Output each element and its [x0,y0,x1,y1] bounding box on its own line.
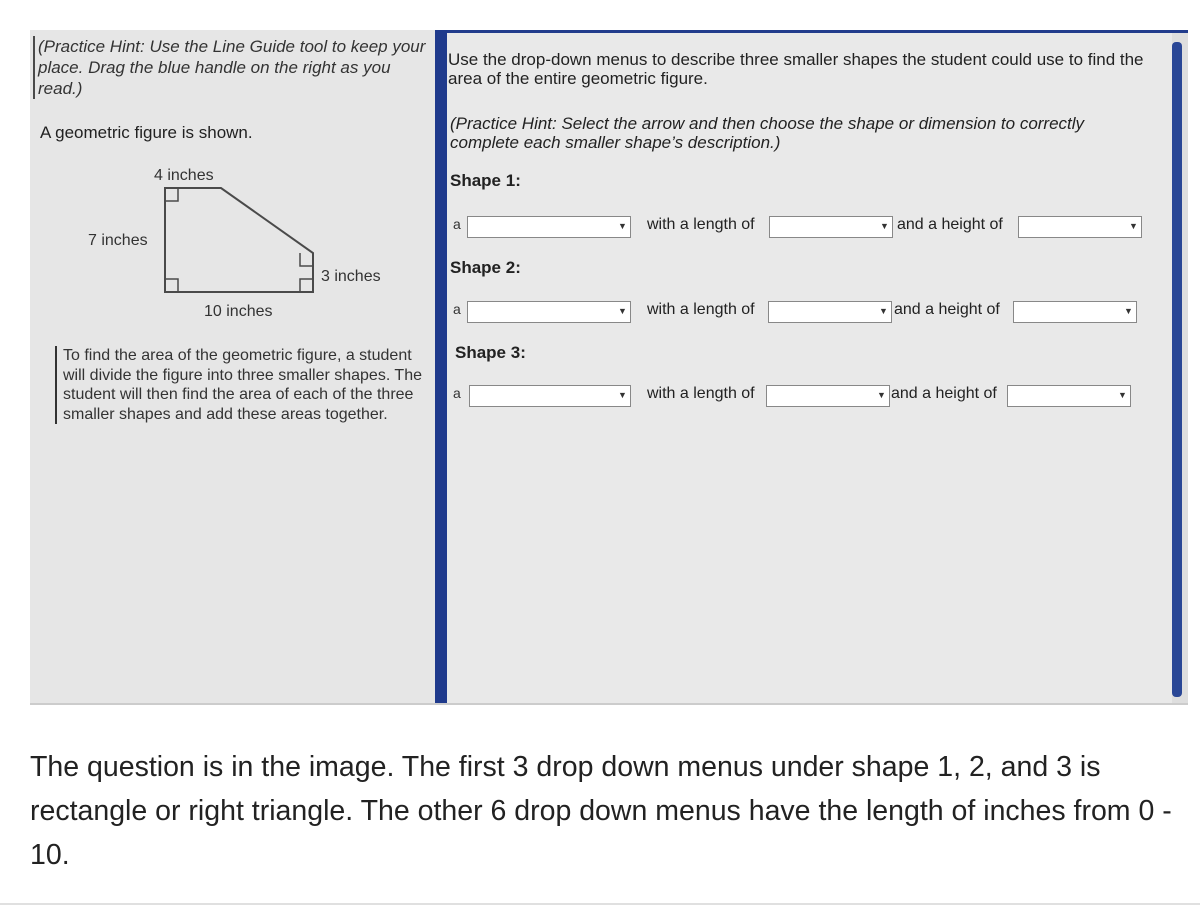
line-guide-hint: (Practice Hint: Use the Line Guide tool to keep your place. Drag the blue handle on the right as you read.) [33,36,433,99]
shape-3-article: a [453,385,461,401]
right-angle-marker-top-left [165,188,178,201]
shape-3-length-dropdown[interactable] [766,385,890,407]
shape-1-height-dropdown[interactable] [1018,216,1142,238]
figure-label-left: 7 inches [88,232,148,249]
shape-2-height-dropdown[interactable] [1013,301,1137,323]
shape-3-height-text: and a height of [891,385,997,402]
shape-3-title: Shape 3: [455,343,526,362]
shape-2-length-text: with a length of [647,301,755,318]
shape-2-article: a [453,301,461,317]
shape-1-article: a [453,216,461,232]
line-guide-handle[interactable] [1172,42,1182,697]
chevron-down-icon: ▼ [880,221,889,231]
chevron-down-icon: ▼ [1129,221,1138,231]
line-guide-divider[interactable] [435,30,447,705]
figure-label-bottom: 10 inches [204,303,273,320]
chevron-down-icon: ▼ [879,306,888,316]
shape-1-length-dropdown[interactable] [769,216,893,238]
shape-2-title: Shape 2: [450,258,521,277]
question-caption: The question is in the image. The first 3 drop down menus under shape 1, 2, and 3 is rectangle or right triangle. The other 6 drop down menus have the length of inches from 0 - 10. [30,751,1172,871]
figure-intro: A geometric figure is shown. [40,123,253,142]
shape-2-shape-dropdown[interactable] [467,301,631,323]
shape-2-length-dropdown[interactable] [768,301,892,323]
right-angle-marker-bottom-left [165,279,178,292]
right-angle-marker-bottom-right [300,279,313,292]
shape-1-shape-dropdown[interactable] [467,216,631,238]
figure-label-top: 4 inches [154,167,214,184]
chevron-down-icon: ▼ [877,390,886,400]
right-angle-marker-right [300,253,313,266]
shape-1-height-text: and a height of [897,216,1003,233]
shape-1-length-text: with a length of [647,216,755,233]
chevron-down-icon: ▼ [618,221,627,231]
chevron-down-icon: ▼ [618,390,627,400]
chevron-down-icon: ▼ [618,306,627,316]
figure-outline [165,188,313,292]
question-screen [30,30,1188,705]
screen-bottom-edge [30,703,1188,705]
shape-3-length-text: with a length of [647,385,755,402]
chevron-down-icon: ▼ [1124,306,1133,316]
instructions: Use the drop-down menus to describe three smaller shapes the student could use to find the area of the entire geometric figure. [448,50,1144,88]
dropdown-hint: (Practice Hint: Select the arrow and then choose the shape or dimension to correctly complete each smaller shape’s description.) [450,114,1085,152]
shape-2-height-text: and a height of [894,301,1000,318]
task-paragraph: To find the area of the geometric figure, a student will divide the figure into three smaller shapes. The student will then find the area of each of the three smaller shapes and add these areas together. [55,346,438,424]
figure-label-right: 3 inches [321,268,381,285]
shape-3-shape-dropdown[interactable] [469,385,631,407]
chevron-down-icon: ▼ [1118,390,1127,400]
shape-1-title: Shape 1: [450,171,521,190]
shape-3-height-dropdown[interactable] [1007,385,1131,407]
